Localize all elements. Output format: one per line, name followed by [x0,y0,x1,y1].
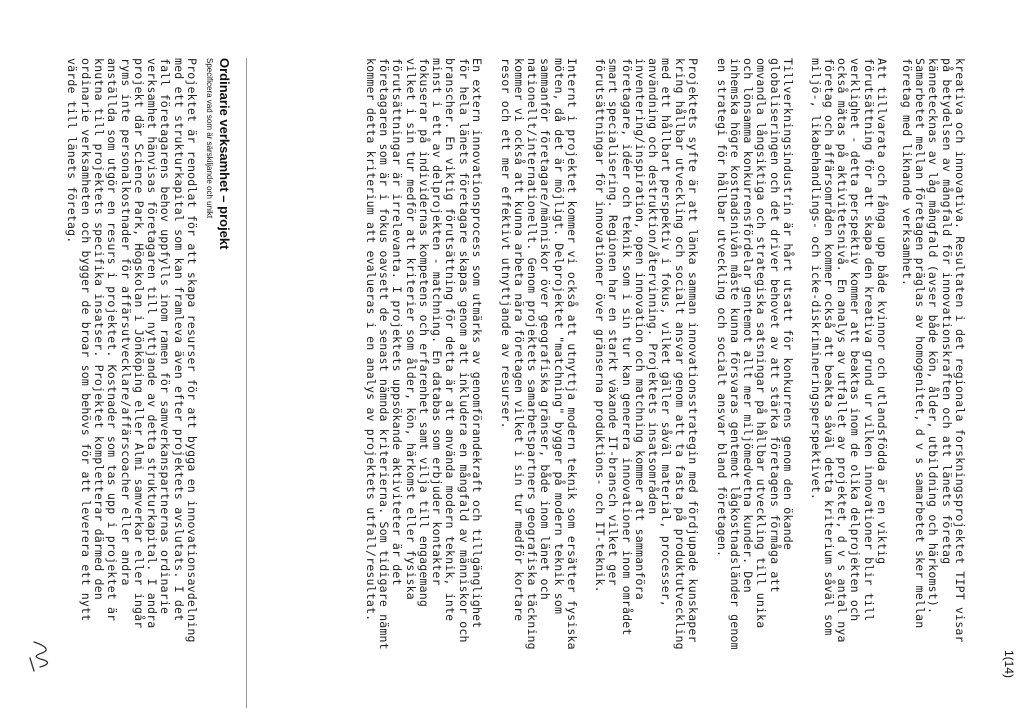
handwritten-signature-icon [26,638,56,674]
paragraph: kreativa och innovativa. Resultaten i det regionala forskningsprojektet TIPT visar på betydelsen av mångfald för innovationskraften och att länets företag kännetecknas av låg mångfald (avser både kön, ålder, utbildning och härkomst). Samarbetet mellan företagen präglas av homogenitet, d v s samarbetet sker mellan företag med liknande verksamhet. [899,58,967,643]
paragraph: Projektet är renodlat för att skapa resurser för att bygga en innovationsavdelning med ett strukturkapital som kan framleva även efter projektets avslutats. I det fall företagarens behov uppfylls inom ramen för samverkanspartnernas ordinarie verksamhet hänvisas företagaren till nyttjande av detta strukturkapital. I andra projekt där Science Park, Högskolan i Jönköping eller Almi samverkar eller ingår ryms inte personalkostnader för affärsutvecklare/affärscoacher eller andra anställda som utgör en resurs i projektet. Kostnader som tas upp i projektet är knutna till projektets specifika insatser. Projektet kompletterar därmed den ordinarie verksamheten och bygger de broar som behövs för att leverera ett nytt värde till länets företag. [65,58,199,643]
page-number: 1(14) [1002,650,1016,679]
paragraph: Att tillvarata och fånga upp både kvinnor och utlandsfödda är en viktig förutsättning för att skapa den kreativa grund ur vilken innovationer blir till verklighet - detta perspektiv kommer att beaktas inom de olika delprojekten och också mätas på aktivitetsnivå. En analys av utfallet av projektet, d v s antal nya företag och affärsområden kommer också att beakta såväl detta kriterium såväl som miljö-, likabehandlings- och icke-diskrimineringsperspektivet. [808,58,889,643]
paragraph: En extern innovationsprocess som utmärks av genomförandekraft och tillgänglighet för hela länets företagare skapas genom att inkludera en mångfald av människor och branscher. En viktig förutsättning för detta är att använda modern teknik, inte minst i ett av delprojekten - matchning. En databas som erbjuder kontakter fokuserar på individernas kompetens och erfarenhet samt vilja till engagemang vilket i sin tur medför att kriterier som ålder, kön, härkomst eller fysiska förutsättningar är irrelevanta. I projektets uppsökande aktiviteter är det företagaren som är i fokus oavsett de senast nämnda kriterierna. Som tidigare nämnt kommer detta kriterium att evalueras i en analys av projektets utfall/resultat. [363,58,484,650]
paragraph: Tillverkningsindustrin är hårt utsatt för konkurrens genom den ökande globaliseringen och det driver behovet av att stärka företagens förmåga att omvandla långsiktiga och strategiska satsningar på hållbar utveckling till unika och lönsamma konkurrensfördelar gentemot allt mer miljömedvetna kunder. Den inhemska högre kostnadsnivån måste kunna försvaras gentemot lågkostnadsländer genom en strategi för hållbar utveckling och socialt ansvar bland företagen. [714,58,795,650]
section-subheading: Specificera vad som är särskiljande och unikt [205,58,214,219]
paragraph: Projektets syfte är att länka samman innovationsstrategin med fördjupade kunskaper kring hållbar utveckling och socialt ansvar genom att ta fasta på produktutveckling med ett hållbart perspektiv i fokus, vilket gäller såväl material, processer, användning och destruktion/återvinning. Projektets insatsområden inventering/inspiration, open innovation och matchning kommer att sammanföra företagare, idéer och teknik som i sin tur kan generera innovationer inom området smart specialisering. Regionen har en starkt växande IT-bransch vilket ger förutsättningar för innovationer över gränserna produktions- och IT-teknik. [592,58,700,650]
section-divider [246,58,247,708]
paragraph: Internt i projektet kommer vi också att utnyttja modern teknik som ersätter fysiska möten, då det är möjligt. Delprojektet "matchning" bygger på modern teknik som sammanför företagare/människor över geografiska gränser, både inom länet och nationellt/internationellt. Genom projektets samarbetspartners geografiska täckning kommer vi också att kunna arbeta nära företagen vilket i sin tur medför kortare resor och ett mer effektivt utnyttjande av resurser. [498,58,579,650]
section-heading: Ordinarie verksamhet – projekt [217,58,232,250]
